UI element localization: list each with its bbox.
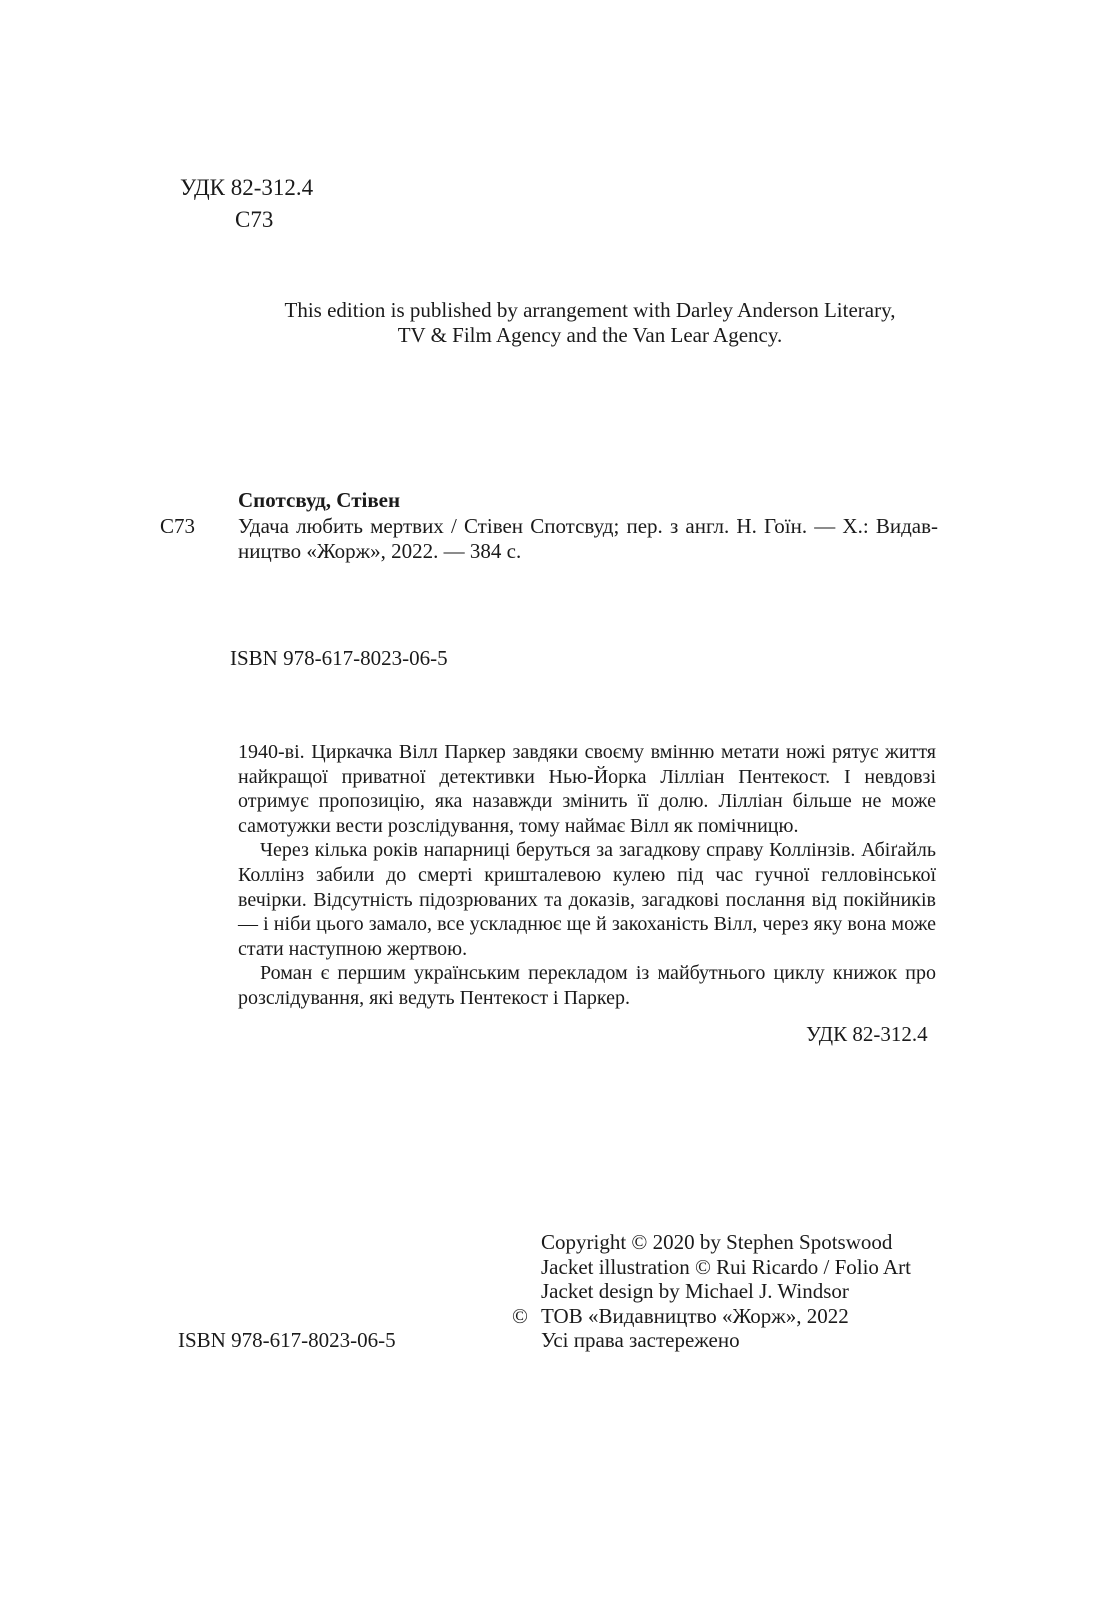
- arrangement-notice: [200, 298, 980, 348]
- annotation: [238, 740, 936, 1011]
- udk-classification-bottom: УДК 82-312.4: [806, 1022, 928, 1046]
- copyright-line: ТОВ «Видавництво «Жорж», 2022: [541, 1303, 849, 1328]
- author-code: С73: [235, 207, 274, 232]
- copyright-line: Jacket design by Michael J. Windsor: [541, 1279, 849, 1303]
- copyright-line: Copyright © 2020 by Stephen Spotswood: [541, 1230, 893, 1254]
- annotation-paragraph: Через кілька років напарниці беруться за загадкову справу Коллінзів. Абіґайль Коллінз забили до смерті кришталевою кулею під час гучної гелловінської вечірки. Відсутність підозрюваних та доказів, загадкові послання від покійників — і ніби цього замало, все ускладнює ще й закоханість Вілл, через яку вона може стати наступною жертвою.: [238, 839, 936, 960]
- isbn-middle: ISBN 978-617-8023-06-5: [230, 646, 448, 670]
- isbn-bottom: ISBN 978-617-8023-06-5: [178, 1328, 396, 1352]
- copyright-line: Jacket illustration © Rui Ricardo / Folio Art: [541, 1254, 912, 1279]
- arrangement-line: This edition is published by arrangement with Darley Anderson Literary,: [284, 298, 896, 322]
- copyright-line: Усі права застережено: [541, 1328, 740, 1352]
- bibliographic-entry: Удача любить мертвих / Стівен Спотсвуд; пер. з англ. Н. Гоїн. — Х.: Видавництво «Жорж», 2022. — 384 с.: [238, 514, 938, 563]
- annotation-paragraph: Роман є першим українським перекладом із майбутнього циклу книжок про розслідування, які ведуть Пентекост і Паркер.: [238, 962, 936, 1009]
- author-code-left: С73: [160, 514, 196, 538]
- udk-classification: УДК 82-312.4: [180, 175, 314, 200]
- arrangement-line: TV & Film Agency and the Van Lear Agency.: [397, 323, 783, 347]
- author-heading: Спотсвуд, Стівен: [238, 488, 401, 512]
- copyright-block: [541, 1230, 911, 1353]
- annotation-paragraph: 1940-ві. Циркачка Вілл Паркер завдяки своєму вмінню метати ножі рятує життя найкращої приватної детективки Нью-Йорка Лілліан Пентекост. І невдовзі отримує пропозицію, яка назавжди змінить її долю. Лілліан більше не може самотужки вести розслідування, тому наймає Вілл як помічницю.: [238, 741, 936, 837]
- copyright-sign: ©: [512, 1303, 528, 1328]
